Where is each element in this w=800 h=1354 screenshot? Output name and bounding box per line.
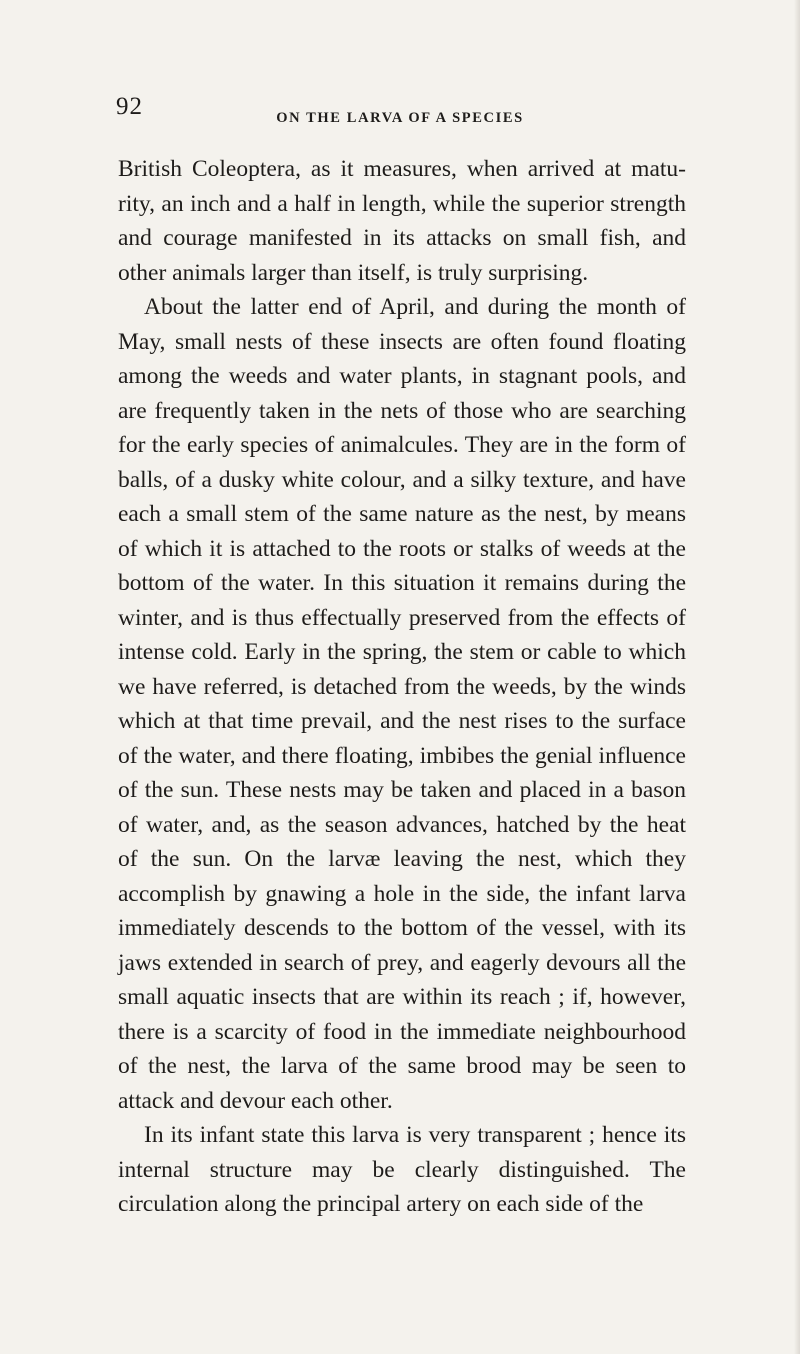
page-number: 92 <box>116 93 143 120</box>
paragraph-3: In its infant state this larva is very transparent ; hence its internal structure may be clearly distinguished. The circulation along the principal artery on each side of the <box>118 1122 686 1217</box>
paragraph-2: About the latter end of April, and during the month of May, small nests of these insects are often found floating among the weeds and water plants, in stagnant pools, and are frequently taken in the nets of those who are searching for the early species of animalcules. They are in the form of balls, of a dusky white colour, and a silky texture, and have each a small stem of the same nature as the nest, by means of which it is attached to the roots or stalks of weeds at the bottom of the water. In this situation it remains during the winter, and is thus effectually preserved from the effects of intense cold. Early in the spring, the stem or cable to which we have referred, is detached from the weeds, by the winds which at that time prevail, and the nest rises to the surface of the water, and there floating, imbibes the genial influence of the sun. These nests may be taken and placed in a bason of water, and, as the season advances, hatched by the heat of the sun. On the larvæ leaving the nest, which they accomplish by gnawing a hole in the side, the infant larva immediately descends to the bottom of the vessel, with its jaws extended in search of prey, and eagerly devours all the small aquatic insects that are within its reach ; if, however, there is a scarcity of food in the immediate neighbourhood of the nest, the larva of the same brood may be seen to attack and devour each other. <box>118 294 686 1114</box>
page-edge-shadow <box>794 0 800 1354</box>
paragraph-1: British Coleoptera, as it measures, when arrived at matu- rity, an inch and a half in length, while the superior strength and courage manifested in its attacks on small fish, and other animals larger than itself, is truly surprising. <box>118 156 686 286</box>
running-head: ON THE LARVA OF A SPECIES <box>276 110 524 126</box>
body-text <box>118 152 686 1222</box>
